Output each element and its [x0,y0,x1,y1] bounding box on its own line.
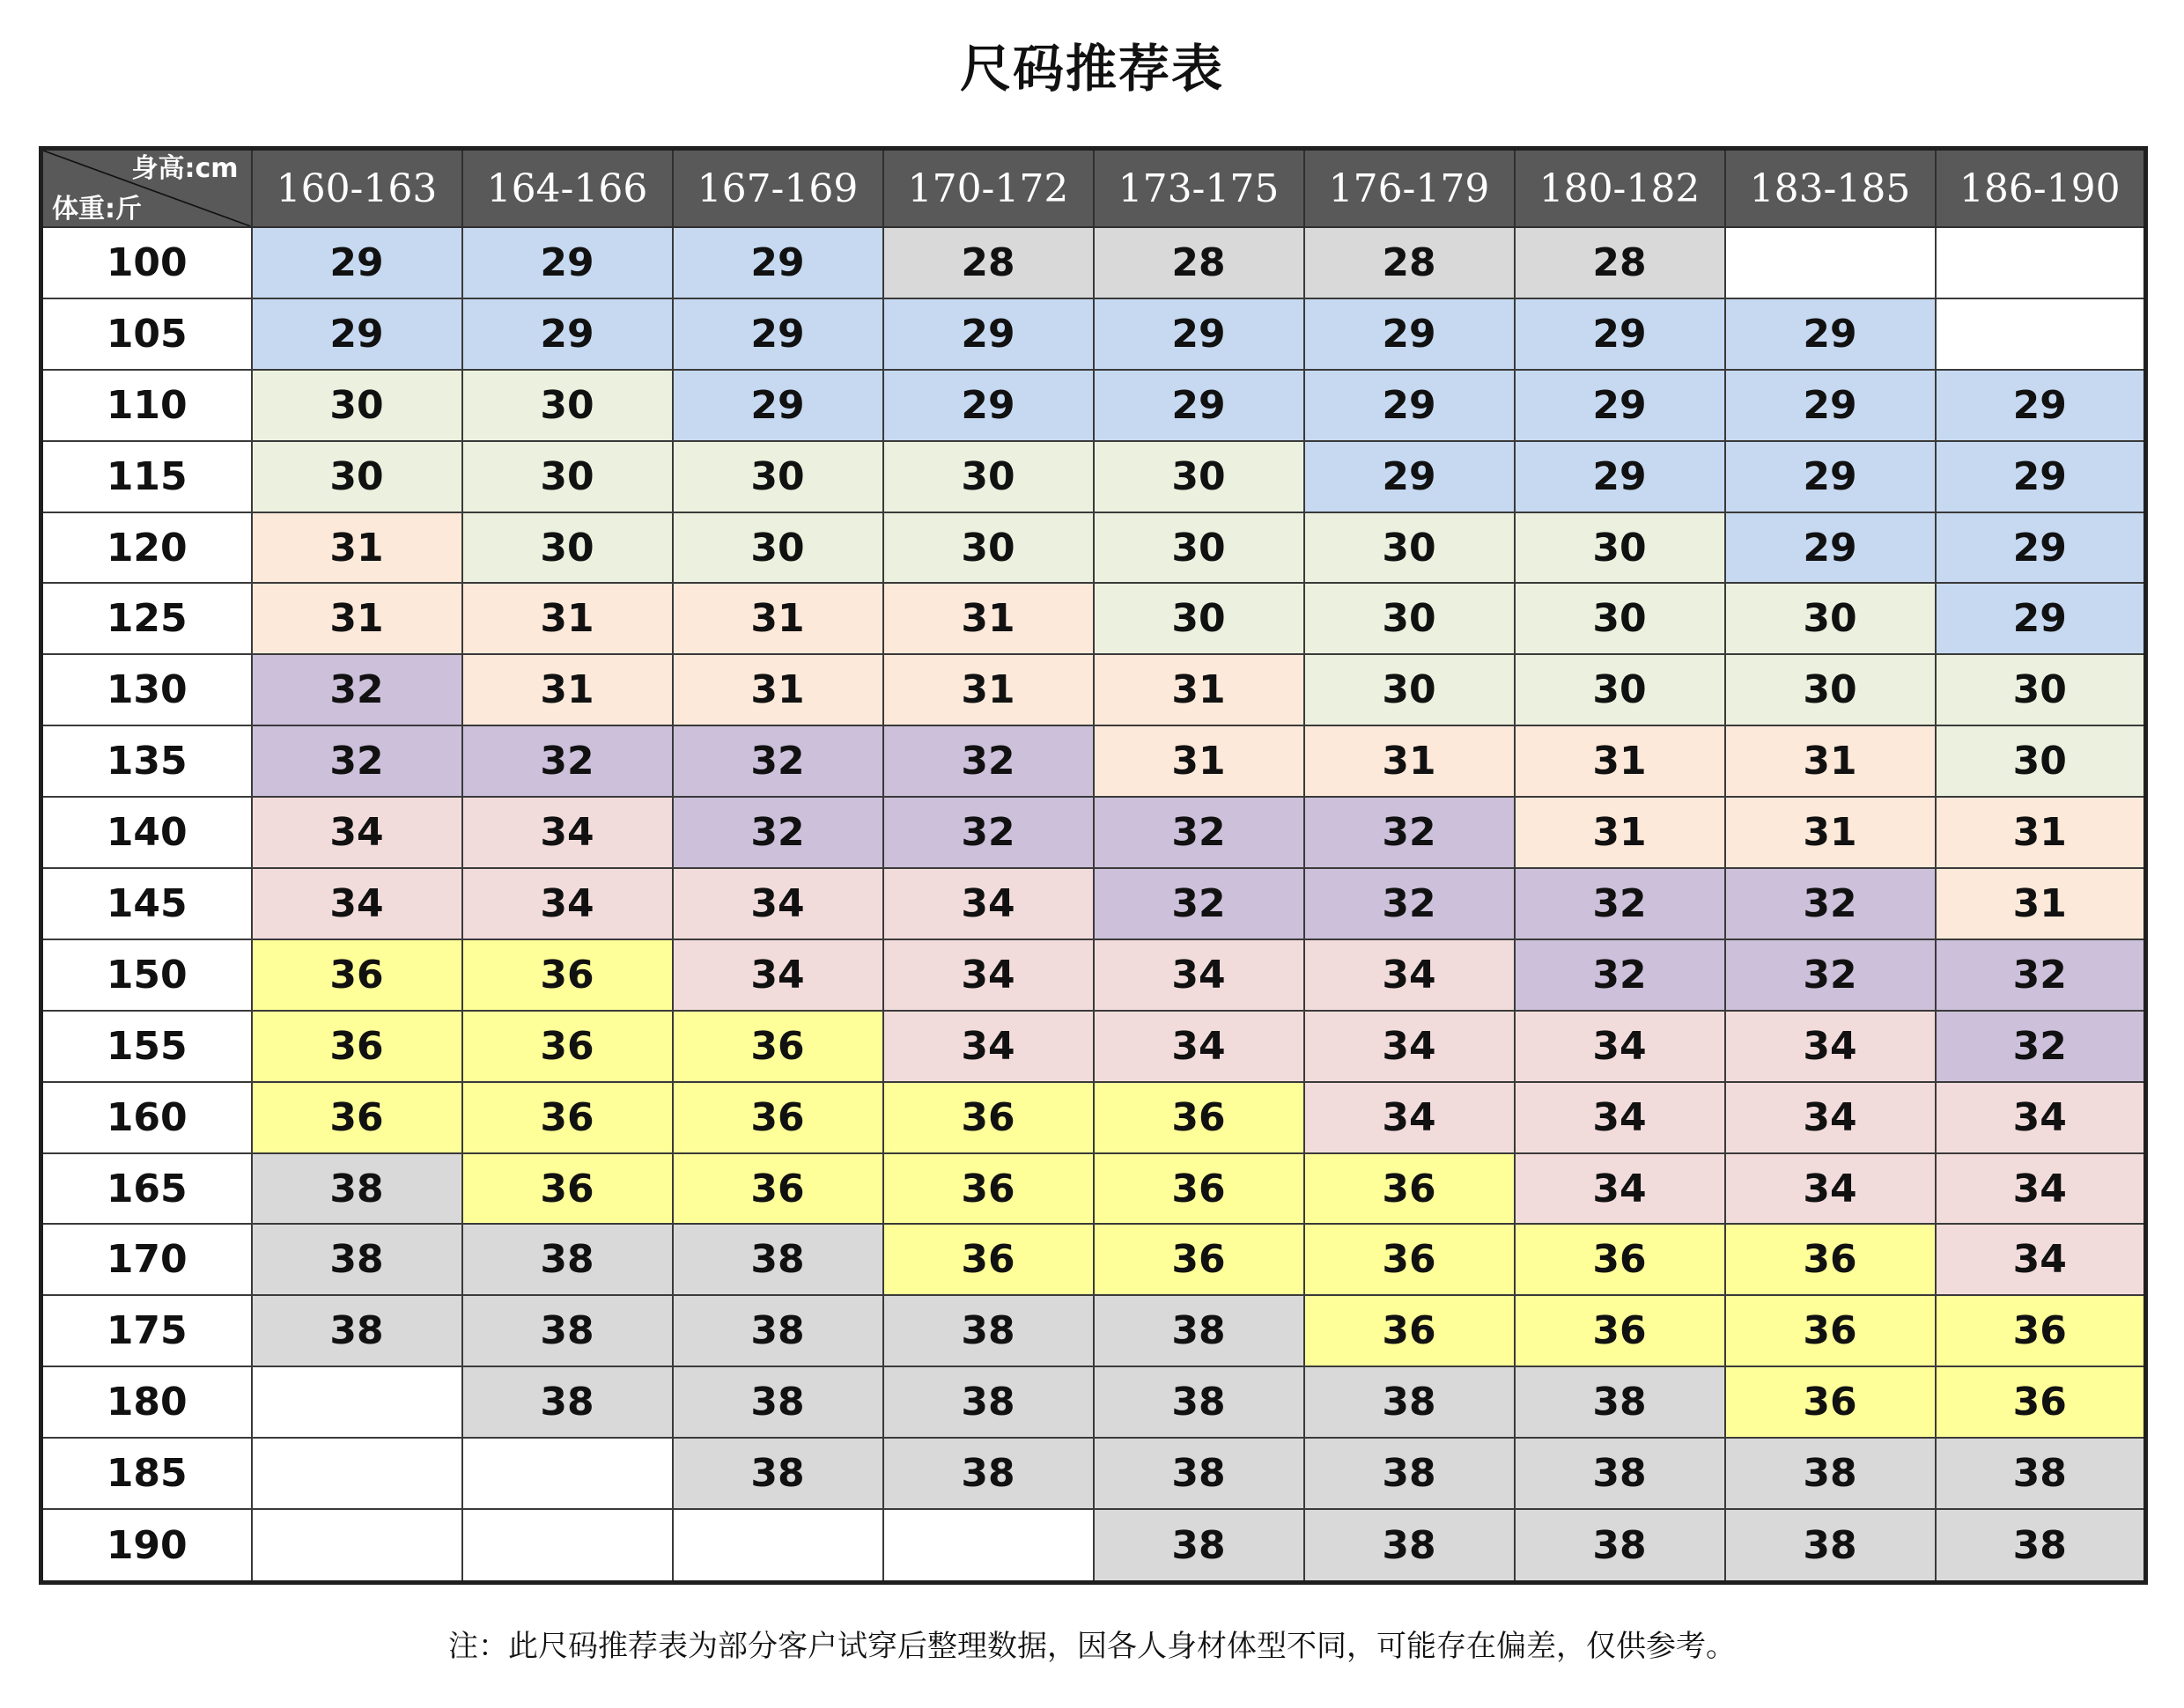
size-cell: 30 [1936,725,2146,797]
size-cell: 31 [883,654,1094,725]
weight-row-header: 160 [41,1082,252,1153]
height-range-header: 180-182 [1515,149,1725,228]
size-cell: 31 [1515,725,1725,797]
weight-row-header: 180 [41,1366,252,1438]
size-cell: 32 [1094,797,1304,868]
size-cell: 32 [883,797,1094,868]
size-cell: 29 [1304,370,1515,441]
size-cell: 34 [1936,1153,2146,1225]
size-cell: 34 [1725,1082,1936,1153]
size-cell: 38 [883,1366,1094,1438]
size-cell: 38 [1936,1509,2146,1582]
table-body [41,227,2146,1583]
size-cell [252,1366,462,1438]
size-cell: 30 [883,441,1094,512]
weight-row-header: 135 [41,725,252,797]
size-cell: 32 [1515,939,1725,1011]
size-cell: 38 [462,1366,673,1438]
size-cell: 34 [1304,939,1515,1011]
size-cell: 32 [1515,868,1725,939]
table-row [41,725,2146,797]
size-cell: 32 [1304,797,1515,868]
size-cell: 36 [1725,1295,1936,1366]
size-cell: 36 [1094,1153,1304,1225]
size-cell: 29 [673,298,883,370]
size-cell: 29 [1725,370,1936,441]
size-cell: 34 [1936,1224,2146,1295]
size-cell: 31 [1936,797,2146,868]
disclaimer-note: 注：此尺码推荐表为部分客户试穿后整理数据，因各人身材体型不同，可能存在偏差，仅供参考。 [448,1629,1736,1664]
header-row [41,149,2146,228]
size-cell: 36 [252,1082,462,1153]
size-cell: 32 [252,654,462,725]
size-cell: 30 [462,512,673,584]
size-cell: 34 [883,939,1094,1011]
size-cell: 36 [1304,1153,1515,1225]
size-cell: 38 [883,1295,1094,1366]
size-cell: 36 [252,939,462,1011]
size-cell: 32 [1936,939,2146,1011]
table-row [41,939,2146,1011]
height-range-header: 164-166 [462,149,673,228]
height-range-header: 173-175 [1094,149,1304,228]
size-cell: 36 [673,1011,883,1082]
size-cell: 32 [673,725,883,797]
size-cell: 34 [252,868,462,939]
size-cell: 34 [252,797,462,868]
page-title: 尺码推荐表 [959,39,1224,99]
height-range-header: 186-190 [1936,149,2146,228]
size-cell: 29 [1725,512,1936,584]
weight-row-header: 125 [41,583,252,654]
height-range-header: 160-163 [252,149,462,228]
size-cell: 34 [1515,1011,1725,1082]
size-cell: 32 [1725,868,1936,939]
size-cell: 29 [1304,441,1515,512]
size-cell: 38 [673,1366,883,1438]
table-row [41,1153,2146,1225]
size-cell: 34 [883,1011,1094,1082]
size-cell [252,1438,462,1509]
size-cell: 31 [673,583,883,654]
size-cell: 28 [1094,227,1304,298]
size-cell: 29 [1936,512,2146,584]
size-cell: 36 [1725,1366,1936,1438]
size-cell: 36 [1936,1295,2146,1366]
size-cell [462,1509,673,1582]
size-cell: 38 [462,1295,673,1366]
size-cell: 36 [883,1082,1094,1153]
size-cell: 38 [1304,1509,1515,1582]
size-cell: 28 [1304,227,1515,298]
size-cell: 29 [1515,441,1725,512]
size-cell: 29 [252,298,462,370]
size-cell: 36 [462,1082,673,1153]
size-cell: 29 [1515,370,1725,441]
size-cell: 30 [1094,512,1304,584]
table-row [41,1224,2146,1295]
size-cell: 34 [1725,1011,1936,1082]
size-cell: 31 [1094,725,1304,797]
size-cell: 38 [1094,1366,1304,1438]
size-cell: 36 [1515,1295,1725,1366]
table-row [41,868,2146,939]
size-cell: 31 [1304,725,1515,797]
height-range-header: 167-169 [673,149,883,228]
size-cell: 31 [673,654,883,725]
weight-row-header: 115 [41,441,252,512]
size-cell: 30 [673,441,883,512]
size-cell: 31 [883,583,1094,654]
size-cell: 34 [1725,1153,1936,1225]
size-cell: 36 [1936,1366,2146,1438]
height-range-header: 176-179 [1304,149,1515,228]
size-cell: 29 [883,370,1094,441]
weight-axis-label: 体重:斤 [52,194,142,225]
size-recommendation-table [39,146,2148,1585]
size-cell: 38 [673,1224,883,1295]
weight-row-header: 155 [41,1011,252,1082]
size-cell: 30 [883,512,1094,584]
size-cell: 38 [462,1224,673,1295]
size-cell: 38 [252,1295,462,1366]
size-cell: 36 [883,1224,1094,1295]
size-cell: 34 [1515,1153,1725,1225]
size-cell: 29 [1094,298,1304,370]
size-cell: 32 [1304,868,1515,939]
size-cell: 34 [1094,1011,1304,1082]
weight-row-header: 120 [41,512,252,584]
size-cell: 28 [1515,227,1725,298]
size-cell: 31 [1094,654,1304,725]
size-cell: 38 [1515,1509,1725,1582]
size-cell: 34 [1304,1082,1515,1153]
size-cell [462,1438,673,1509]
size-cell: 30 [1515,654,1725,725]
size-cell [673,1509,883,1582]
size-cell: 29 [1936,583,2146,654]
size-cell [883,1509,1094,1582]
weight-row-header: 190 [41,1509,252,1582]
size-cell: 32 [462,725,673,797]
size-cell: 30 [673,512,883,584]
size-cell: 31 [1725,797,1936,868]
size-cell: 32 [883,725,1094,797]
size-cell: 38 [1725,1509,1936,1582]
size-cell: 38 [1304,1366,1515,1438]
weight-row-header: 130 [41,654,252,725]
size-cell: 38 [1094,1438,1304,1509]
size-cell: 36 [673,1153,883,1225]
weight-row-header: 175 [41,1295,252,1366]
size-cell: 36 [462,939,673,1011]
size-cell: 29 [1725,441,1936,512]
weight-row-header: 145 [41,868,252,939]
size-cell: 29 [673,370,883,441]
size-cell: 29 [1304,298,1515,370]
table-row [41,797,2146,868]
size-cell: 31 [252,512,462,584]
size-cell: 28 [883,227,1094,298]
size-cell: 31 [462,583,673,654]
size-cell: 29 [1094,370,1304,441]
height-range-header: 170-172 [883,149,1094,228]
size-cell: 29 [1936,441,2146,512]
size-cell: 30 [462,441,673,512]
size-cell: 36 [1304,1295,1515,1366]
corner-header-cell [41,149,252,228]
size-cell: 36 [883,1153,1094,1225]
size-cell: 34 [673,939,883,1011]
height-range-header: 183-185 [1725,149,1936,228]
table-row [41,512,2146,584]
table-row [41,227,2146,298]
size-cell [1936,298,2146,370]
size-cell: 38 [673,1438,883,1509]
size-cell: 31 [1515,797,1725,868]
size-cell: 29 [883,298,1094,370]
size-cell: 34 [1094,939,1304,1011]
size-cell: 29 [462,227,673,298]
table-row [41,1295,2146,1366]
table-row [41,1366,2146,1438]
table-row [41,441,2146,512]
size-cell: 34 [1936,1082,2146,1153]
size-cell: 32 [673,797,883,868]
size-cell: 34 [883,868,1094,939]
size-cell: 29 [252,227,462,298]
size-cell: 30 [1304,512,1515,584]
size-cell: 31 [462,654,673,725]
size-cell: 31 [1936,868,2146,939]
weight-row-header: 100 [41,227,252,298]
size-cell: 30 [1725,654,1936,725]
size-cell: 38 [1094,1295,1304,1366]
size-cell: 36 [1094,1224,1304,1295]
table-row [41,1082,2146,1153]
size-cell: 32 [252,725,462,797]
table-row [41,654,2146,725]
size-cell: 30 [1725,583,1936,654]
size-cell: 36 [252,1011,462,1082]
weight-row-header: 105 [41,298,252,370]
table-row [41,1438,2146,1509]
size-cell: 30 [1094,583,1304,654]
size-cell: 36 [1304,1224,1515,1295]
size-cell: 36 [1094,1082,1304,1153]
size-cell: 30 [252,370,462,441]
weight-row-header: 165 [41,1153,252,1225]
size-cell: 34 [1515,1082,1725,1153]
size-cell: 29 [462,298,673,370]
size-cell: 30 [1304,654,1515,725]
size-cell: 29 [673,227,883,298]
size-cell: 36 [1725,1224,1936,1295]
weight-row-header: 150 [41,939,252,1011]
size-cell: 32 [1094,868,1304,939]
weight-row-header: 170 [41,1224,252,1295]
size-cell: 34 [1304,1011,1515,1082]
size-cell [252,1509,462,1582]
size-cell: 36 [673,1082,883,1153]
size-cell: 38 [1304,1438,1515,1509]
size-cell: 38 [883,1438,1094,1509]
size-cell: 29 [1515,298,1725,370]
weight-row-header: 185 [41,1438,252,1509]
size-cell: 30 [1094,441,1304,512]
size-cell [1936,227,2146,298]
table-row [41,583,2146,654]
table-row [41,370,2146,441]
size-cell [1725,227,1936,298]
size-cell: 30 [1515,583,1725,654]
size-cell: 32 [1725,939,1936,1011]
size-cell: 38 [252,1224,462,1295]
size-cell: 38 [1725,1438,1936,1509]
size-cell: 30 [1515,512,1725,584]
size-cell: 36 [462,1011,673,1082]
size-cell: 31 [1725,725,1936,797]
size-cell: 38 [1094,1509,1304,1582]
size-cell: 36 [462,1153,673,1225]
size-cell: 34 [462,868,673,939]
size-cell: 31 [252,583,462,654]
table-row [41,1011,2146,1082]
size-cell: 30 [252,441,462,512]
size-cell: 30 [1936,654,2146,725]
size-cell: 29 [1936,370,2146,441]
weight-row-header: 140 [41,797,252,868]
size-cell: 32 [1936,1011,2146,1082]
size-cell: 38 [1515,1366,1725,1438]
size-cell: 29 [1725,298,1936,370]
size-cell: 38 [673,1295,883,1366]
size-cell: 38 [1515,1438,1725,1509]
size-cell: 38 [1936,1438,2146,1509]
size-cell: 34 [673,868,883,939]
weight-row-header: 110 [41,370,252,441]
table-row [41,298,2146,370]
size-cell: 30 [1304,583,1515,654]
height-axis-label: 身高:cm [131,153,239,184]
table-row [41,1509,2146,1582]
size-cell: 36 [1515,1224,1725,1295]
size-cell: 38 [252,1153,462,1225]
size-cell: 34 [462,797,673,868]
size-cell: 30 [462,370,673,441]
